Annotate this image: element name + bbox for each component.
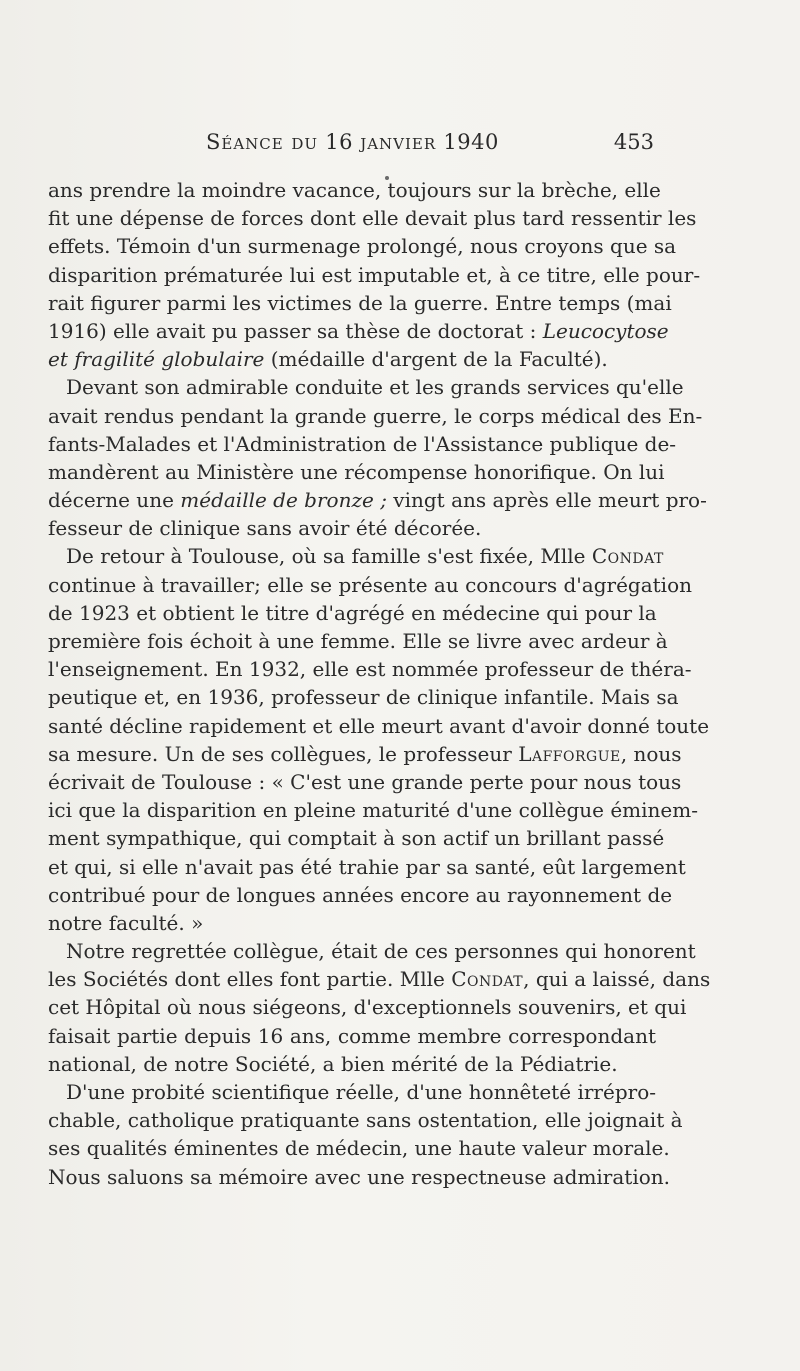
text-line: première fois échoit à une femme. Elle se livre avec ardeur à <box>48 629 668 653</box>
text-line: et fragilité globulaire (médaille d'argent de la Faculté). <box>48 347 608 372</box>
paragraph-1 <box>48 176 701 373</box>
text-line: ans prendre la moindre vacance, toujours sur la brèche, elle <box>48 178 661 202</box>
text-line: De retour à Toulouse, où sa famille s'est fixée, Mlle Condat <box>66 544 664 569</box>
text-line: Nous saluons sa mémoire avec une respectneuse admiration. <box>48 1164 671 1189</box>
text-line: fants-Malades et l'Administration de l'Assistance publique de- <box>48 431 677 456</box>
text-line: notre faculté. » <box>48 910 204 935</box>
text-line: écrivait de Toulouse : « C'est une grande perte pour nous tous <box>48 769 682 794</box>
thesis-title-cont: et fragilité globulaire <box>48 347 265 372</box>
surname-condat: Condat <box>451 967 524 992</box>
medal-name: médaille de bronze ; <box>180 488 387 513</box>
running-head-title <box>206 130 499 154</box>
text-line: faisait partie depuis 16 ans, comme membre correspondant <box>48 1023 656 1048</box>
text-line: cet Hôpital où nous siégeons, d'exceptionnels souvenirs, et qui <box>48 995 687 1020</box>
text-line: peutique et, en 1936, professeur de clinique infantile. Mais sa <box>48 685 679 710</box>
text-line: disparition prématurée lui est imputable et, à ce titre, elle pour- <box>48 262 701 287</box>
text-line: sa mesure. Un de ses collègues, le professeur Lafforgue, nous <box>48 741 682 766</box>
text-line: D'une probité scientifique réelle, d'une honnêteté irrépro- <box>66 1080 656 1104</box>
text-line: continue à travailler; elle se présente au concours d'agrégation <box>48 572 693 597</box>
paragraph-4 <box>48 937 711 1078</box>
text-line: fesseur de clinique sans avoir été décorée. <box>48 516 482 541</box>
text-line: Notre regrettée collègue, était de ces personnes qui honorent <box>66 939 696 964</box>
surname-lafforgue: Lafforgue <box>518 741 621 766</box>
text-line: Devant son admirable conduite et les grands services qu'elle <box>66 375 684 400</box>
running-header <box>48 130 654 160</box>
text-line: santé décline rapidement et elle meurt avant d'avoir donné toute <box>48 713 710 738</box>
text-line: contribué pour de longues années encore au rayonnement de <box>48 882 673 907</box>
text-line: ses qualités éminentes de médecin, une haute valeur morale. <box>48 1136 670 1161</box>
thesis-title: Leucocytose <box>542 318 669 343</box>
text-line: et qui, si elle n'avait pas été trahie par sa santé, eût largement <box>48 854 686 879</box>
text-line: fit une dépense de forces dont elle devait plus tard ressentir les <box>48 206 697 231</box>
text-line: rait figurer parmi les victimes de la guerre. Entre temps (mai <box>48 290 672 315</box>
seance-label: Séance du <box>206 130 319 154</box>
surname-condat: Condat <box>591 544 664 569</box>
text-line: national, de notre Société, a bien mérité de la Pédiatrie. <box>48 1051 618 1076</box>
text-line: mandèrent au Ministère une récompense honorifique. On lui <box>48 459 665 484</box>
header-month: janvier <box>360 130 437 154</box>
text-line: avait rendus pendant la grande guerre, le corps médical des En- <box>48 403 703 428</box>
text-line: ici que la disparition en pleine maturité d'une collègue éminem- <box>48 798 698 823</box>
header-day: 16 <box>325 130 353 154</box>
paragraph-2 <box>48 373 707 542</box>
text-line: chable, catholique pratiquante sans ostentation, elle joignait à <box>48 1108 683 1133</box>
text-line: 1916) elle avait pu passer sa thèse de doctorat : Leucocytose <box>48 318 669 343</box>
text-line: ment sympathique, qui comptait à son actif un brillant passé <box>48 826 665 851</box>
text-line: les Sociétés dont elles font partie. Mlle Condat, qui a laissé, dans <box>48 967 711 992</box>
paragraph-3 <box>48 542 710 937</box>
page-number: 453 <box>613 130 654 154</box>
text-line: effets. Témoin d'un surmenage prolongé, nous croyons que sa <box>48 234 677 259</box>
text-line: l'enseignement. En 1932, elle est nommée professeur de théra- <box>48 657 692 682</box>
text-line: de 1923 et obtient le titre d'agrégé en médecine qui pour la <box>48 600 657 625</box>
text-line: décerne une médaille de bronze ; vingt ans après elle meurt pro- <box>48 488 707 513</box>
header-year: 1940 <box>443 130 499 154</box>
paragraph-5 <box>48 1078 683 1191</box>
body-text <box>48 176 711 1191</box>
